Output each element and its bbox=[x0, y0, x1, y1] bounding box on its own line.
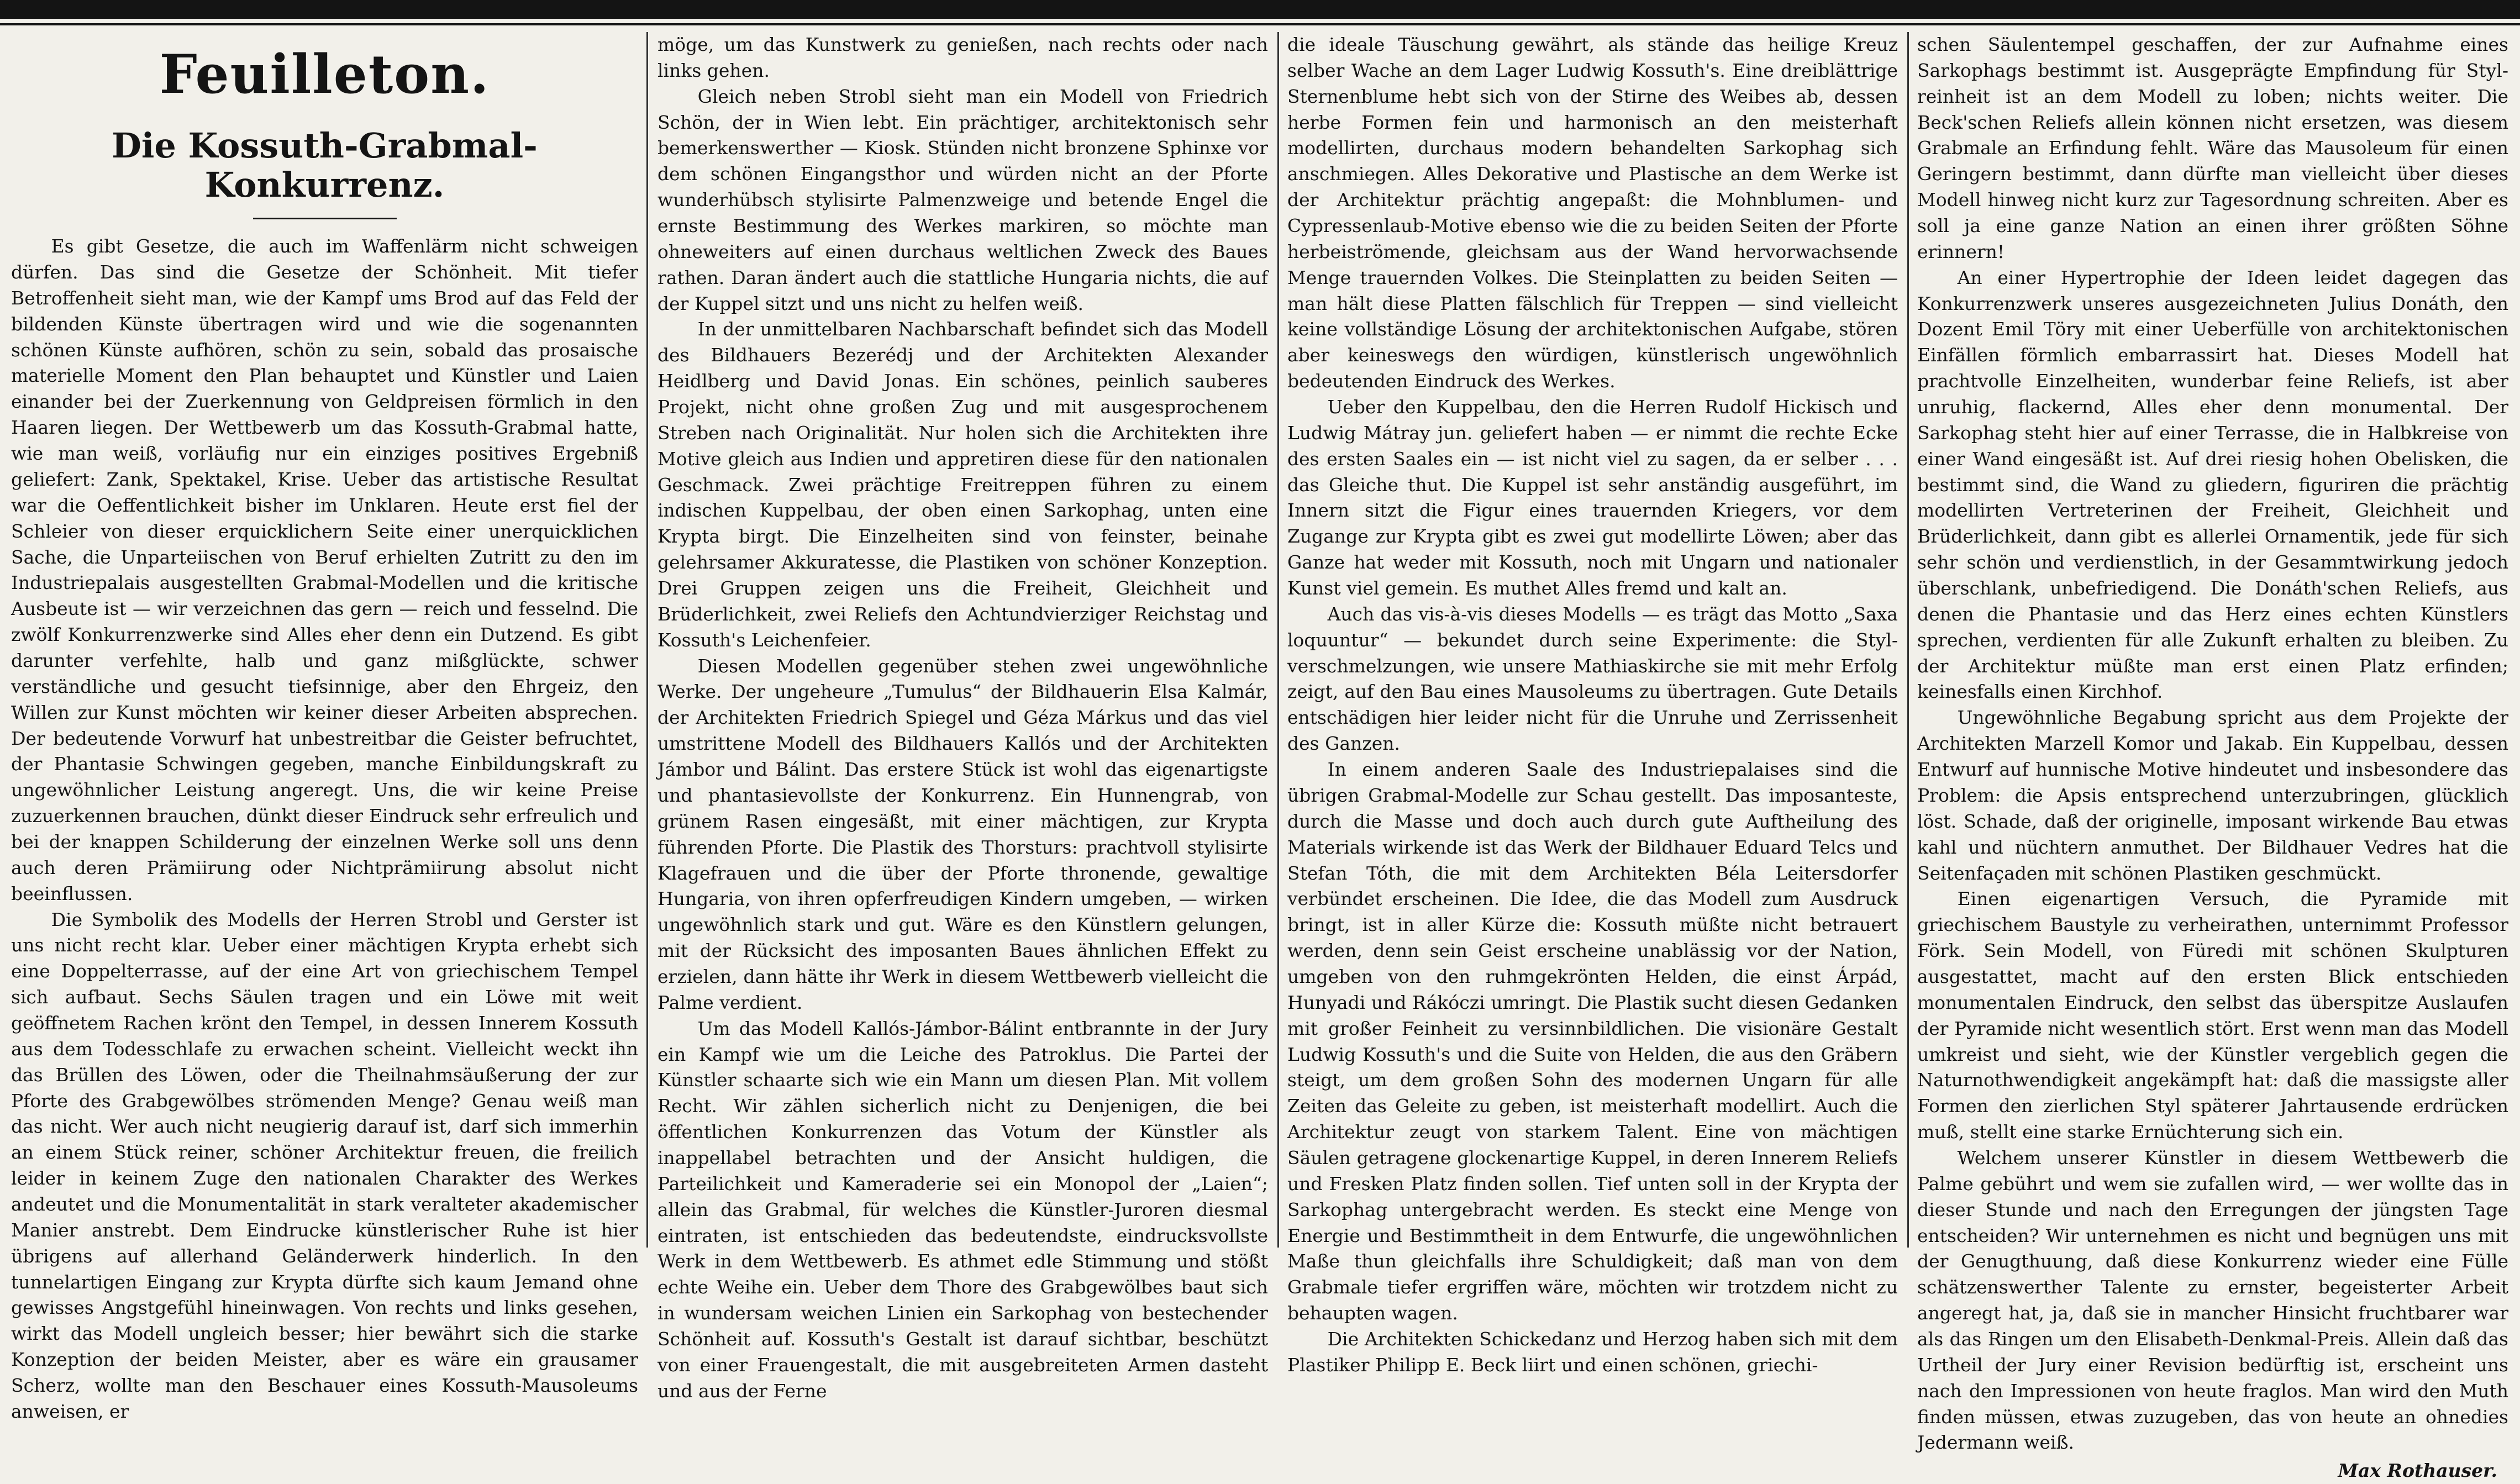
paragraph: Die Architekten Schickedanz und Herzog haben sich mit dem Plastiker Philipp E. Beck liirt und einen schönen, griechi- bbox=[1287, 1328, 1898, 1376]
newspaper-page bbox=[0, 32, 2520, 1482]
paragraph: Die Symbolik des Modells der Herren Strobl und Gerster ist uns nicht recht klar. Ueber einer mächtigen Krypta erhebt sich eine Doppelterrasse, auf der eine Art von griechischem Tempel sich aufbaut. Sechs Säulen tragen und ein Löwe mit weit geöffnetem Rachen krönt den Tempel, in dessen Innerem Kossuth aus dem Todesschlafe zu erwachen scheint. Vielleicht weckt ihn das Brüllen des Löwen, oder die Theilnahmsäußerung der zur Pforte des Grabgewölbes strömenden Menge? Genau weiß man das nicht. Wer auch nicht neugierig darauf ist, darf sich immerhin an einem Stück reiner, schöner Architektur freuen, die freilich leider in keinem Zuge den nationalen Charakter des Werkes andeutet und die Monumentalität in stark veralteter akademischer Manier anstrebt. Dem Eindrucke künstlerischer Ruhe ist hier übrigens auf allerhand Geländerwerk hinderlich. In den tunnelartigen Eingang zur Krypta dürfte sich kaum Jemand ohne gewisses Angstgefühl hineinwagen. Von rechts und links gesehen, wirkt das Modell ungleich besser; hier bewährt sich die starke Konzeption der beiden Meister, aber es wäre ein grausamer Scherz, wollte man den Beschauer eines Kossuth-Mausoleums anweisen, er bbox=[11, 908, 638, 1422]
paragraph: Um das Modell Kallós-Jámbor-Bálint entbrannte in der Jury ein Kampf wie um die Leiche des Patroklus. Die Partei der Künstler schaarte sich wie ein Mann um diesen Plan. Mit vollem Recht. Wir zählen sicherlich nicht zu Denjenigen, die bei öffentlichen Konkurrenzen das Votum der Künstler als inappellabel betrachten und der Ansicht huldigen, die Parteilichkeit und Kameraderie sei ein Monopol der „Laien“; allein das Grabmal, für welches die Künstler-Juroren diesmal eintraten, ist entschieden das bedeutendste, eindrucksvollste Werk in dem Wettbewerb. Es athmet edle Stimmung und stößt echte Weihe ein. Ueber dem Thore des Grabgewölbes baut sich in wundersam weichen Linien ein Sarkophag von bestechender Schönheit auf. Kossuth's Gestalt ist darauf sichtbar, beschützt von einer Frauengestalt, die mit ausgebreiteten Armen dasteht und aus der Ferne bbox=[657, 1017, 1268, 1402]
masthead-rule bbox=[0, 0, 2520, 19]
column-1 bbox=[11, 32, 638, 1422]
section-title: Feuilleton. bbox=[159, 43, 490, 106]
paragraph: Auch das vis-à-vis dieses Modells — es trägt das Motto „Saxa loquuntur“ — bekundet durch seine Experimente: die Styl-verschmelzungen, wie unsere Mathiaskirche sie mit mehr Erfolg zeigt, auf den Bau eines Mausoleums zu übertragen. Gute Details entschädigen hier leider nicht für die Unruhe und Zerrissenheit des Ganzen. bbox=[1287, 603, 1898, 755]
paragraph: In einem anderen Saale des Industriepalaises sind die übrigen Grabmal-Modelle zur Schau gestellt. Das imposanteste, durch die Masse und doch auch durch gute Auftheilung des Materials wirkende ist das Werk der Bildhauer Eduard Telcs und Stefan Tóth, die mit dem Architekten Béla Leitersdorfer verbündet erscheinen. Die Idee, die das Modell zum Ausdruck bringt, ist in aller Kürze die: Kossuth müßte nicht betrauert werden, denn sein Geist erscheine unablässig vor der Nation, umgeben von den ruhmgekrönten Helden, die einst Árpád, Hunyadi und Rákóczi umringt. Die Plastik sucht diesen Gedanken mit großer Feinheit zu versinnbildlichen. Die visionäre Gestalt Ludwig Kossuth's und die Suite von Helden, die aus den Gräbern steigt, um dem großen Sohn des modernen Ungarn für alle Zeiten das Geleite zu geben, ist meisterhaft modellirt. Auch die Architektur zeugt von starkem Talent. Eine von mächtigen Säulen getragene glockenartige Kuppel, in deren Innerem Reliefs und Fresken Platz finden sollen. Tief unten soll in der Krypta der Sarkophag untergebracht werden. Es steckt eine Menge von Energie und Bestimmtheit in dem Entwurfe, die ungewöhnlichen Maße thun gleichfalls ihre Schuldigkeit; daß man von dem Grabmale tiefer ergriffen wäre, möchten wir trotzdem nicht zu behaupten wagen. bbox=[1287, 759, 1898, 1324]
column-3 bbox=[1287, 32, 1898, 1376]
paragraph: die ideale Täuschung gewährt, als stände das heilige Kreuz selber Wache an dem Lager Ludwig Kossuth's. Eine dreiblättrige Sternenblume hebt sich von der Stirne des Weibes ab, dessen herbe Formen fein und harmonisch an den meisterhaft modellirten, durchaus modern behandelten Sarkophag sich anschmiegen. Alles Dekorative und Plastische an dem Werke ist der Architektur prächtig angepaßt: die Mohnblumen- und Cypressenlaub-Motive ebenso wie die zu beiden Seiten der Pforte herbeiströmende, gleichsam aus der Wand hervorwachsende Menge trauernden Volkes. Die Steinplatten zu beiden Seiten — man hält diese Platten fälschlich für Treppen — sind vielleicht keine vollständige Lösung der architektonischen Aufgabe, stören aber keineswegs den würdigen, künstlerisch ungewöhnlich bedeutenden Eindruck des Werkes. bbox=[1287, 34, 1898, 392]
paragraph: Welchem unserer Künstler in diesem Wettbewerb die Palme gebührt und wem sie zufallen wird, — wer wollte das in dieser Stunde und nach den Erregungen der jüngsten Tage entscheiden? Wir unternehmen es nicht und begnügen uns mit der Genugthuung, daß diese Konkurrenz wieder eine Fülle schätzenswerther Talente zu ernster, begeisterter Arbeit angeregt hat, ja, daß sie in mancher Hinsicht fruchtbarer war als das Ringen um den Elisabeth-Denkmal-Preis. Allein daß das Urtheil der Jury einer Revision bedürftig ist, erscheint uns nach den Impressionen von heute fraglos. Man wird den Muth finden müssen, etwas zuzugeben, das von heute an ohnedies Jedermann weiß. bbox=[1917, 1146, 2508, 1454]
paragraph: schen Säulentempel geschaffen, der zur Aufnahme eines Sarkophags bestimmt ist. Ausgeprägte Empfindung für Styl-reinheit ist an dem Modell zu loben; nichts weiter. Die Beck'schen Reliefs allein können nicht ersetzen, was diesem Grabmale an Erfindung fehlt. Wäre das Mausoleum für einen Geringern bestimmt, dann dürfte man vielleicht über dieses Modell hinweg nicht kurz zur Tagesordnung schreiten. Aber es soll ja eine ganze Nation an einen ihrer größten Söhne erinnern! bbox=[1917, 34, 2508, 262]
paragraph: Gleich neben Strobl sieht man ein Modell von Friedrich Schön, der in Wien lebt. Ein prächtiger, architektonisch sehr bemerkenswerther — Kiosk. Stünden nicht bronzene Sphinxe vor dem schönen Eingangsthor und würden nicht an der Pforte wunderhübsch stylisirte Palmenzweige und betende Engel die ernste Bestimmung des Werkes markiren, so möchte man ohneweiters auf einen durchaus weltlichen Zweck des Baues rathen. Daran ändert auch die stattliche Hungaria nichts, die auf der Kuppel sitzt und uns nicht zu helfen weiß. bbox=[657, 85, 1268, 314]
paragraph: Einen eigenartigen Versuch, die Pyramide mit griechischem Baustyle zu verheirathen, unternimmt Professor Förk. Sein Modell, von Füredi mit schönen Skulpturen ausgestattet, macht auf den ersten Blick entschieden monumentalen Eindruck, den selbst das überspitze Auslaufen der Pyramide nicht wesentlich stört. Erst wenn man das Modell umkreist und sieht, wie der Künstler vergeblich gegen die Naturnothwendigkeit angekämpft hat: daß die massigste aller Formen den zierlichen Styl späterer Jahrtausende erdrücken muß, stellt eine starke Ernüchterung sich ein. bbox=[1917, 888, 2508, 1143]
paragraph: Diesen Modellen gegenüber stehen zwei ungewöhnliche Werke. Der ungeheure „Tumulus“ der Bildhauerin Elsa Kalmár, der Architekten Friedrich Spiegel und Géza Márkus und das viel umstrittene Modell des Bildhauers Kallós und der Architekten Jámbor und Bálint. Das erstere Stück ist wohl das eigenartigste und phantasievollste der Konkurrenz. Ein Hunnengrab, von grünem Rasen eingesäßt, mit einer mächtigen, zur Krypta führenden Pforte. Die Plastik des Thorsturs: prachtvoll stylisirte Klagefrauen und die über der Pforte thronende, gewaltige Hungaria, von ihren opferfreudigen Kindern umgeben, — wirken ungewöhnlich stark und gut. Wäre es den Künstlern gelungen, mit der Rücksicht des imposanten Baues ähnlichen Effekt zu erzielen, dann hätte ihr Werk in diesem Wettbewerb vielleicht die Palme verdient. bbox=[657, 655, 1268, 1013]
title-divider bbox=[253, 218, 397, 219]
paragraph: Ungewöhnliche Begabung spricht aus dem Projekte der Architekten Marzell Komor und Jakab. Ein Kuppelbau, dessen Entwurf auf hunnische Motive hindeutet und insbesondere das Problem: die Apsis entsprechend unterzubringen, glücklich löst. Schade, daß der originelle, imposant wirkende Bau etwas kahl und nüchtern anmuthet. Der Bildhauer Vedres hat die Seitenfaçaden mit schönen Plastiken geschmückt. bbox=[1917, 707, 2508, 884]
column-4 bbox=[1917, 32, 2508, 1482]
column-2 bbox=[657, 32, 1268, 1402]
paragraph: Es gibt Gesetze, die auch im Waffenlärm nicht schweigen dürfen. Das sind die Gesetze der Schönheit. Mit tiefer Betroffenheit sieht man, wie der Kampf ums Brod auf das Feld der bildenden Künste übertragen wird und wie die sogenannten schönen Künste aufhören, schön zu sein, sobald das prosaische materielle Moment den Plan behauptet und Künstler und Laien einander bei der Zuerkennung von Geldpreisen förmlich in den Haaren liegen. Der Wettbewerb um das Kossuth-Grabmal hatte, wie man weiß, vorläufig nur ein einziges positives Ergebniß geliefert: Zank, Spektakel, Krise. Ueber das artistische Resultat war die Oeffentlichkeit bisher im Unklaren. Heute erst fiel der Schleier von dieser erquicklichern Seite einer unerquicklichen Sache, die Unparteiischen von Beruf erhielten Zutritt zu den im Industriepalais ausgestellten Grabmal-Modellen und die kritische Ausbeute ist — wir verzeichnen das gern — reich und fesselnd. Die zwölf Konkurrenzwerke sind Alles eher denn ein Dutzend. Es gibt darunter verfehlte, halb und ganz mißglückte, schwer verständliche und gesucht tiefsinnige, aber den Ehrgeiz, den Willen zur Kunst möchten wir keiner dieser Arbeiten absprechen. Der bedeutende Vorwurf hat unbestreitbar die Geister befruchtet, der Phantasie Schwingen gegeben, manche Einbildungskraft zu ungewöhnlicher Leistung angeregt. Uns, die wir keine Preise zuzuerkennen brauchen, dünkt dieser Eindruck sehr erfreulich und bei der knappen Schilderung der einzelnen Werke soll uns denn auch deren Prämiirung oder Nichtprämiirung absolut nicht beeinflussen. bbox=[11, 235, 638, 904]
article-title: Die Kossuth-Grabmal-Konkurrenz. bbox=[112, 125, 538, 205]
paragraph: möge, um das Kunstwerk zu genießen, nach rechts oder nach links gehen. bbox=[657, 34, 1268, 81]
paragraph: In der unmittelbaren Nachbarschaft befindet sich das Modell des Bildhauers Bezerédj und der Architekten Alexander Heidlberg und David Jonas. Ein schönes, peinlich sauberes Projekt, nicht ohne großen Zug und mit ausgesprochenem Streben nach Originalität. Nur holen sich die Architekten ihre Motive gleich aus Indien und appretiren diese für den nationalen Geschmack. Zwei prächtige Freitreppen führen zu einem indischen Kuppelbau, der oben einen Sarkophag, unten eine Krypta birgt. Die Einzelheiten sind von feinster, beinahe gelehrsamer Akkuratesse, die Plastiken von schöner Konzeption. Drei Gruppen zeigen uns die Freiheit, Gleichheit und Brüderlichkeit, zwei Reliefs den Achtundvierziger Reichstag und Kossuth's Leichenfeier. bbox=[657, 318, 1268, 651]
paragraph: Ueber den Kuppelbau, den die Herren Rudolf Hickisch und Ludwig Mátray jun. geliefert haben — er nimmt die rechte Ecke des ersten Saales ein — ist nicht viel zu sagen, da er selber . . . das Gleiche thut. Die Kuppel ist sehr anständig ausgeführt, im Innern sitzt die Figur eines trauernden Kriegers, vor dem Zugange zur Krypta gibt es zwei gut modellirte Löwen; aber das Ganze hat weder mit Kossuth, noch mit Ungarn und nationaler Kunst viel gemein. Es muthet Alles fremd und kalt an. bbox=[1287, 396, 1898, 599]
author-signature: Max Rothauser. bbox=[2338, 1460, 2497, 1482]
paragraph: An einer Hypertrophie der Ideen leidet dagegen das Konkurrenzwerk unseres ausgezeichneten Julius Donáth, den Dozent Emil Töry mit einer Ueberfülle von architektonischen Einfällen förmlich embarrassirt hat. Dieses Modell hat prachtvolle Einzelheiten, wunderbar feine Reliefs, ist aber unruhig, flackernd, Alles eher denn monumental. Der Sarkophag steht hier auf einer Terrasse, die in Halbkreise von einer Wand eingesäßt ist. Auf drei riesig hohen Obelisken, die bestimmt sind, die Wand zu gliedern, figuriren die prächtig modellirten Vertreterinen der Freiheit, Gleichheit und Brüderlichkeit, dann gibt es allerlei Ornamentik, jede für sich sehr schön und verdienstlich, in der Gesammtwirkung jedoch überschlank, unbefriedigend. Die Donáth'schen Reliefs, aus denen die Phantasie und das Herz eines echten Künstlers sprechen, verdienten für alle Zukunft erhalten zu bleiben. Zu der Architektur müßte man erst einen Platz erfinden; keinesfalls einen Kirchhof. bbox=[1917, 266, 2508, 703]
